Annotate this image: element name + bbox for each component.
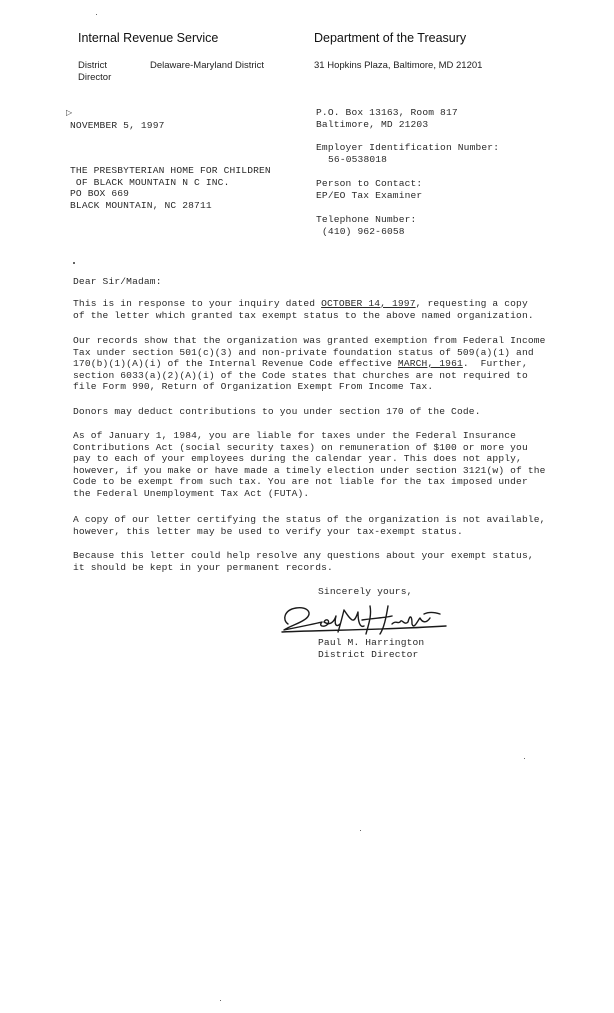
scan-speck [220, 1000, 221, 1001]
paragraph-6-line1: Because this letter could help resolve any questions about your exempt status, [73, 550, 534, 561]
handwritten-signature [274, 600, 454, 640]
recipient-line3: PO BOX 669 [70, 188, 130, 199]
p1-text-b: , requesting a copy [415, 298, 528, 309]
telephone-label: Telephone Number: [316, 214, 417, 225]
signer-block [318, 637, 424, 660]
district-label-line2: Director [78, 72, 112, 83]
paragraph-2-line1: Our records show that the organization was granted exemption from Federal Income [73, 335, 546, 346]
paragraph-5-line1: A copy of our letter certifying the status of the organization is not available, [73, 514, 546, 525]
p2-text-a: 170(b)(1)(A)(i) of the Internal Revenue Code effective [73, 358, 398, 369]
employer-id-label: Employer Identification Number: [316, 142, 500, 153]
paragraph-2-line2: Tax under section 501(c)(3) and non-private foundation status of 509(a)(1) and [73, 346, 534, 358]
salutation: Dear Sir/Madam: [73, 276, 162, 287]
agency-name: Internal Revenue Service [78, 31, 219, 45]
paragraph-3 [73, 406, 593, 418]
paragraph-1 [73, 298, 593, 321]
paragraph-5-line2: however, this letter may be used to verify your tax-exempt status. [73, 525, 463, 537]
recipient-address [70, 165, 271, 211]
contact-label: Person to Contact: [316, 178, 423, 189]
paragraph-2 [73, 335, 593, 393]
letter-date: NOVEMBER 5, 1997 [70, 120, 165, 131]
margin-mark: ▷ [66, 108, 73, 117]
recipient-line2: OF BLACK MOUNTAIN N C INC. [70, 176, 230, 188]
return-address-line2: Baltimore, MD 21203 [316, 118, 429, 130]
paragraph-3-line1: Donors may deduct contributions to you under section 170 of the Code. [73, 406, 481, 417]
effective-date: MARCH, 1961 [397, 358, 463, 369]
paragraph-1-line1 [73, 298, 593, 310]
paragraph-6 [73, 550, 593, 573]
paragraph-4-line5: Code to be exempt from such tax. You are not liable for the tax imposed under [73, 476, 528, 487]
paragraph-4-line4: however, if you make or have made a timely election under section 3121(w) of the [73, 464, 546, 476]
recipient-line4: BLACK MOUNTAIN, NC 28711 [70, 199, 212, 211]
paragraph-5 [73, 514, 593, 537]
inquiry-date: OCTOBER 14, 1997 [321, 298, 416, 309]
paragraph-4-line2: Contributions Act (social security taxes) on remuneration of $100 or more you [73, 441, 528, 453]
paragraph-6-line2: it should be kept in your permanent records. [73, 561, 333, 573]
telephone-value: (410) 962-6058 [322, 225, 405, 237]
office-address: 31 Hopkins Plaza, Baltimore, MD 21201 [314, 60, 483, 71]
scan-speck [524, 758, 525, 759]
paragraph-4-line6: the Federal Unemployment Tax Act (FUTA). [73, 487, 310, 499]
recipient-line1: THE PRESBYTERIAN HOME FOR CHILDREN [70, 165, 271, 176]
district-name: Delaware-Maryland District [150, 60, 265, 71]
scan-speck [360, 830, 361, 831]
paragraph-4-line1: As of January 1, 1984, you are liable for taxes under the Federal Insurance [73, 430, 517, 441]
telephone-block [316, 214, 416, 237]
paragraph-4 [73, 430, 593, 499]
paragraph-2-line5: file Form 990, Return of Organization Exempt From Income Tax. [73, 381, 434, 392]
employer-id-value: 56-0538018 [328, 153, 388, 165]
return-address-line1: P.O. Box 13163, Room 817 [316, 107, 458, 118]
scan-speck [73, 262, 75, 264]
paragraph-2-line3 [73, 358, 593, 370]
paragraph-2-line4: section 6033(a)(2)(A)(i) of the Code states that churches are not required to [73, 369, 528, 381]
signer-name: Paul M. Harrington [318, 637, 425, 648]
contact-block [316, 178, 422, 201]
signer-title: District Director [318, 648, 419, 660]
closing: Sincerely yours, [318, 586, 413, 597]
district-label-line1: District [78, 60, 108, 71]
p1-text-a: This is in response to your inquiry dated [73, 298, 322, 309]
return-address [316, 107, 458, 130]
paragraph-4-line3: pay to each of your employees during the calendar year. This does not apply, [73, 453, 522, 464]
department-name: Department of the Treasury [314, 31, 467, 45]
scan-speck [96, 14, 97, 15]
contact-value: EP/EO Tax Examiner [316, 189, 423, 201]
district-director-label [78, 60, 111, 84]
employer-id-block [316, 142, 499, 165]
p2-text-b: . Further, [462, 358, 528, 369]
paragraph-1-line2: of the letter which granted tax exempt status to the above named organization. [73, 309, 534, 321]
